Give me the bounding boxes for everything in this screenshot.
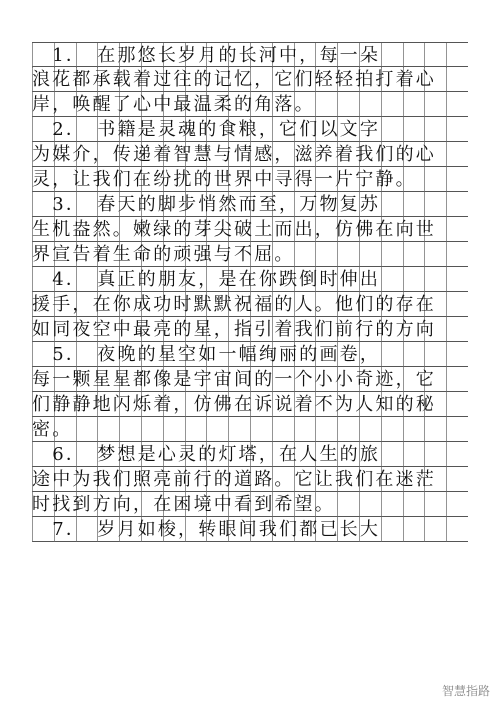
row-text: 浪花都承载着过往的记忆，它们轻轻拍打着心 <box>32 69 436 90</box>
paper-row <box>32 117 468 142</box>
paper-row <box>32 92 468 117</box>
watermark: 智慧指路 <box>441 684 490 698</box>
row-text: 5． 夜晚的星空如一幅绚丽的画卷， <box>32 344 381 365</box>
paper-row <box>32 167 468 192</box>
paper-row <box>32 517 468 542</box>
paper-row <box>32 292 468 317</box>
paper-row <box>32 42 468 67</box>
row-text: 界宣告着生命的顽强与不屈。 <box>32 244 295 265</box>
paper-row <box>32 342 468 367</box>
row-text: 途中为我们照亮前行的道路。它让我们在迷茫 <box>32 469 436 490</box>
writing-paper <box>32 42 468 542</box>
row-text: 4． 真正的朋友，是在你跌倒时伸出 <box>32 269 381 290</box>
row-text: 援手，在你成功时默默祝福的人。他们的存在 <box>32 294 436 315</box>
row-text: 生机盎然。嫩绿的芽尖破土而出，仿佛在向世 <box>32 219 436 240</box>
paper-row <box>32 392 468 417</box>
paper-row <box>32 192 468 217</box>
row-text: 2． 书籍是灵魂的食粮，它们以文字 <box>32 119 381 140</box>
paper-row <box>32 417 468 442</box>
row-text: 时找到方向，在困境中看到希望。 <box>32 494 335 515</box>
paper-row <box>32 317 468 342</box>
row-text: 1． 在那悠长岁月的长河中，每一朵 <box>32 45 381 66</box>
paper-row <box>32 142 468 167</box>
paper-row <box>32 242 468 267</box>
row-text: 7． 岁月如梭，转眼间我们都已长大 <box>32 519 381 540</box>
row-text: 为媒介，传递着智慧与情感，滋养着我们的心 <box>32 144 436 165</box>
row-text: 岸，唤醒了心中最温柔的角落。 <box>32 94 315 115</box>
paper-row <box>32 492 468 517</box>
row-text: 每一颗星星都像是宇宙间的一个小小奇迹，它 <box>32 369 436 390</box>
row-text: 6． 梦想是心灵的灯塔，在人生的旅 <box>32 444 381 465</box>
paper-row <box>32 467 468 492</box>
paper-row <box>32 442 468 467</box>
paper-row <box>32 267 468 292</box>
row-text: 如同夜空中最亮的星，指引着我们前行的方向 <box>32 319 436 340</box>
paper-row <box>32 367 468 392</box>
row-text: 灵，让我们在纷扰的世界中寻得一片宁静。 <box>32 169 416 190</box>
row-text: 3． 春天的脚步悄然而至，万物复苏 <box>32 194 381 215</box>
row-text: 们静静地闪烁着，仿佛在诉说着不为人知的秘 <box>32 394 436 415</box>
paper-row <box>32 217 468 242</box>
row-text: 密。 <box>32 419 73 440</box>
paper-row <box>32 67 468 92</box>
